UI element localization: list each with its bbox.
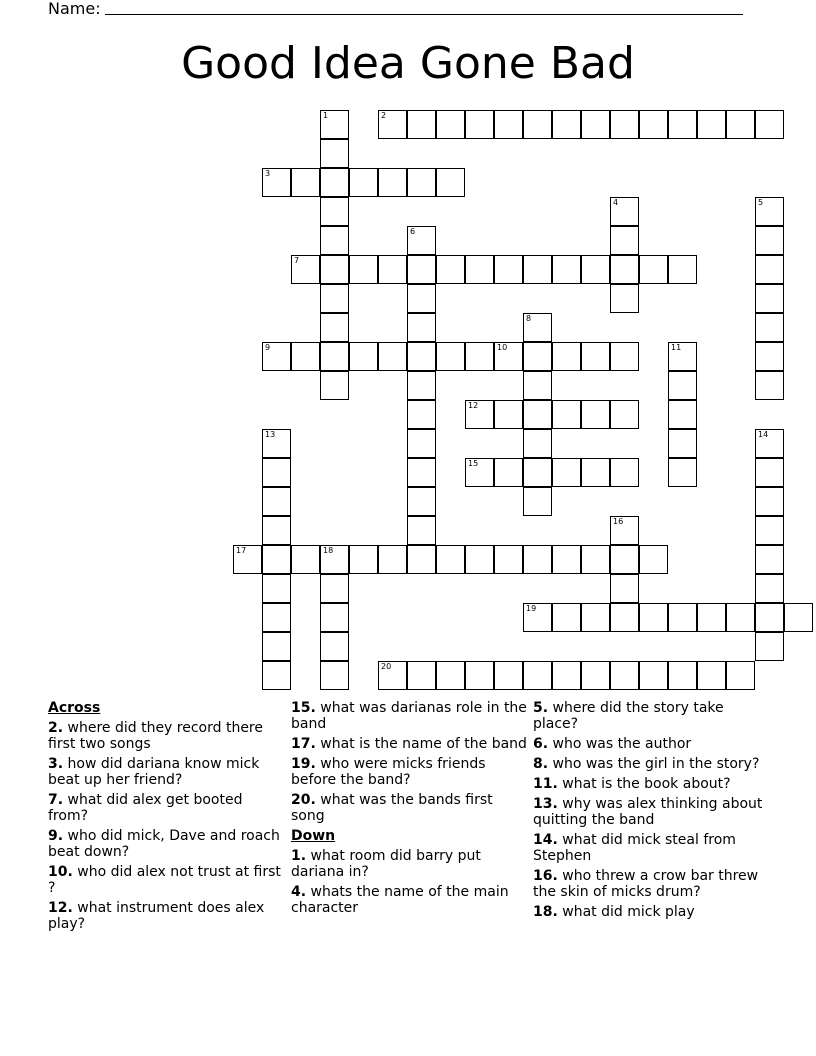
clue-number: 13 [265,430,276,439]
grid-cell[interactable] [755,603,784,632]
grid-cell[interactable] [639,110,668,139]
grid-cell[interactable] [320,255,349,284]
grid-cell[interactable] [523,313,552,342]
clue-item-number: 9. [48,828,64,844]
grid-cell[interactable] [407,458,436,487]
clue-item-text: where did the story take place? [533,700,724,732]
clue-item [48,720,284,752]
clue-item-text: who threw a crow bar threw the skin of micks drum? [533,868,759,900]
grid-cell[interactable] [465,110,494,139]
grid-cell[interactable] [349,545,378,574]
grid-cell[interactable] [465,458,494,487]
grid-cell[interactable] [320,632,349,661]
clue-item-number: 2. [48,720,64,736]
grid-cell[interactable] [668,110,697,139]
grid-cell[interactable] [262,487,291,516]
clues-column-2 [291,700,527,920]
grid-cell[interactable] [320,197,349,226]
across-clue-list [291,700,527,824]
grid-cell[interactable] [581,400,610,429]
grid-cell[interactable] [349,255,378,284]
clue-item-text: who were micks friends before the band? [291,756,486,788]
grid-cell[interactable] [726,603,755,632]
grid-cell[interactable] [233,545,262,574]
grid-cell[interactable] [407,110,436,139]
grid-cell[interactable] [581,255,610,284]
grid-cell[interactable] [291,342,320,371]
grid-cell[interactable] [523,429,552,458]
grid-cell[interactable] [523,661,552,690]
grid-cell[interactable] [465,342,494,371]
clue-item [533,832,769,864]
grid-cell[interactable] [262,545,291,574]
grid-cell[interactable] [523,342,552,371]
clue-item-text: who did mick, Dave and roach beat down? [48,828,280,860]
clue-item-text: who was the girl in the story? [552,756,760,772]
grid-cell[interactable] [610,603,639,632]
grid-cell[interactable] [610,342,639,371]
grid-cell[interactable] [262,342,291,371]
grid-cell[interactable] [262,574,291,603]
grid-cell[interactable] [407,313,436,342]
grid-cell[interactable] [407,487,436,516]
grid-cell[interactable] [581,603,610,632]
grid-cell[interactable] [262,661,291,690]
grid-cell[interactable] [349,168,378,197]
clue-item-number: 4. [291,884,307,900]
grid-cell[interactable] [668,661,697,690]
grid-cell[interactable] [552,110,581,139]
grid-cell[interactable] [320,139,349,168]
grid-cell[interactable] [755,487,784,516]
clue-number: 12 [468,401,479,410]
clue-number: 6 [410,227,416,236]
grid-cell[interactable] [494,255,523,284]
clue-number: 7 [294,256,300,265]
grid-cell[interactable] [407,429,436,458]
grid-cell[interactable] [581,110,610,139]
grid-cell[interactable] [755,110,784,139]
grid-cell[interactable] [755,226,784,255]
grid-cell[interactable] [668,371,697,400]
grid-cell[interactable] [523,371,552,400]
grid-cell[interactable] [610,110,639,139]
grid-cell[interactable] [378,110,407,139]
grid-cell[interactable] [726,110,755,139]
grid-cell[interactable] [552,458,581,487]
clue-item-number: 10. [48,864,73,880]
grid-cell[interactable] [668,458,697,487]
clue-number: 17 [236,546,247,555]
clue-number: 10 [497,343,508,352]
grid-cell[interactable] [552,603,581,632]
grid-cell[interactable] [407,255,436,284]
clue-number: 11 [671,343,682,352]
grid-cell[interactable] [407,168,436,197]
grid-cell[interactable] [494,545,523,574]
grid-cell[interactable] [262,168,291,197]
grid-cell[interactable] [523,487,552,516]
grid-cell[interactable] [755,516,784,545]
across-heading: Across [48,700,101,716]
grid-cell[interactable] [639,255,668,284]
clue-item [533,904,769,920]
clue-number: 14 [758,430,769,439]
grid-cell[interactable] [726,661,755,690]
grid-cell[interactable] [668,429,697,458]
clue-number: 1 [323,111,329,120]
grid-cell[interactable] [755,545,784,574]
clue-item-number: 8. [533,756,549,772]
grid-cell[interactable] [291,168,320,197]
grid-cell[interactable] [523,400,552,429]
grid-cell[interactable] [320,342,349,371]
grid-cell[interactable] [755,429,784,458]
grid-cell[interactable] [378,342,407,371]
clue-item-number: 6. [533,736,549,752]
clue-item-number: 11. [533,776,558,792]
grid-cell[interactable] [494,110,523,139]
clue-item [48,792,284,824]
down-heading: Down [291,828,336,844]
clue-item [291,700,527,732]
clue-number: 15 [468,459,479,468]
grid-cell[interactable] [320,603,349,632]
grid-cell[interactable] [436,168,465,197]
clue-number: 4 [613,198,619,207]
grid-cell[interactable] [610,255,639,284]
grid-cell[interactable] [610,516,639,545]
grid-cell[interactable] [407,400,436,429]
grid-cell[interactable] [407,342,436,371]
grid-cell[interactable] [552,255,581,284]
clue-item-number: 17. [291,736,316,752]
grid-cell[interactable] [552,545,581,574]
grid-cell[interactable] [291,545,320,574]
grid-cell[interactable] [320,545,349,574]
grid-cell[interactable] [494,400,523,429]
clue-item [48,756,284,788]
grid-cell[interactable] [552,342,581,371]
clue-item-text: why was alex thinking about quitting the band [533,796,763,828]
grid-cell[interactable] [523,458,552,487]
grid-cell[interactable] [320,661,349,690]
grid-cell[interactable] [523,255,552,284]
clues-column-3 [533,700,769,924]
grid-cell[interactable] [581,458,610,487]
clue-item-number: 18. [533,904,558,920]
grid-cell[interactable] [523,110,552,139]
page-title: Good Idea Gone Bad [181,38,635,89]
grid-cell[interactable] [755,255,784,284]
clue-item-text: what did alex get booted from? [48,792,243,824]
grid-cell[interactable] [262,458,291,487]
clue-item-text: how did dariana know mick beat up her friend? [48,756,260,788]
grid-cell[interactable] [291,255,320,284]
clue-item [533,796,769,828]
clue-item-number: 15. [291,700,316,716]
grid-cell[interactable] [436,255,465,284]
grid-cell[interactable] [552,400,581,429]
clue-item-text: who was the author [552,736,692,752]
clue-number: 20 [381,662,392,671]
grid-cell[interactable] [523,603,552,632]
clue-item-text: what did mick play [562,904,695,920]
grid-cell[interactable] [552,661,581,690]
grid-cell[interactable] [320,284,349,313]
grid-cell[interactable] [320,574,349,603]
grid-cell[interactable] [262,632,291,661]
grid-cell[interactable] [494,458,523,487]
clue-number: 19 [526,604,537,613]
grid-cell[interactable] [668,342,697,371]
grid-cell[interactable] [668,255,697,284]
grid-cell[interactable] [407,661,436,690]
grid-cell[interactable] [465,400,494,429]
grid-cell[interactable] [320,110,349,139]
grid-cell[interactable] [378,661,407,690]
grid-cell[interactable] [581,661,610,690]
clue-number: 2 [381,111,387,120]
clue-item-number: 19. [291,756,316,772]
grid-cell[interactable] [320,226,349,255]
grid-cell[interactable] [262,516,291,545]
grid-cell[interactable] [610,284,639,313]
clue-item-text: what was darianas role in the band [291,700,527,732]
clue-item-number: 5. [533,700,549,716]
grid-cell[interactable] [755,197,784,226]
name-label: Name: [48,0,101,18]
grid-cell[interactable] [668,400,697,429]
clue-item-number: 20. [291,792,316,808]
clue-item-text: what instrument does alex play? [48,900,265,932]
clue-item [48,864,284,896]
clue-item [533,776,769,792]
clue-item-text: whats the name of the main character [291,884,509,916]
clue-number: 16 [613,517,624,526]
clue-number: 8 [526,314,532,323]
down-clue-list [291,848,527,916]
clue-item-number: 3. [48,756,64,772]
grid-cell[interactable] [320,371,349,400]
clue-item-text: what room did barry put dariana in? [291,848,481,880]
grid-cell[interactable] [465,255,494,284]
clues-column-1 [48,700,284,936]
clue-item [291,884,527,916]
clue-number: 5 [758,198,764,207]
grid-cell[interactable] [697,603,726,632]
grid-cell[interactable] [378,255,407,284]
grid-cell[interactable] [378,545,407,574]
clue-item-number: 12. [48,900,73,916]
grid-cell[interactable] [378,168,407,197]
grid-cell[interactable] [523,545,552,574]
grid-cell[interactable] [639,661,668,690]
grid-cell[interactable] [436,545,465,574]
grid-cell[interactable] [610,545,639,574]
grid-cell[interactable] [581,545,610,574]
clue-item-text: what is the book about? [562,776,731,792]
grid-cell[interactable] [755,458,784,487]
clue-number: 18 [323,546,334,555]
grid-cell[interactable] [494,342,523,371]
clue-item [533,756,769,772]
clue-item [291,736,527,752]
grid-cell[interactable] [436,342,465,371]
clue-item-number: 7. [48,792,64,808]
grid-cell[interactable] [262,603,291,632]
clue-item [533,700,769,732]
grid-cell[interactable] [407,371,436,400]
grid-cell[interactable] [407,545,436,574]
grid-cell[interactable] [755,342,784,371]
grid-cell[interactable] [639,603,668,632]
clue-item-number: 16. [533,868,558,884]
clue-item [291,848,527,880]
grid-cell[interactable] [755,371,784,400]
grid-cell[interactable] [755,313,784,342]
across-clue-list [48,720,284,932]
clue-item [533,868,769,900]
clue-item [48,828,284,860]
clue-item-text: what is the name of the band [320,736,527,752]
grid-cell[interactable] [610,574,639,603]
grid-cell[interactable] [349,342,378,371]
clue-item-text: what was the bands first song [291,792,493,824]
clue-number: 3 [265,169,271,178]
grid-cell[interactable] [436,661,465,690]
grid-cell[interactable] [320,168,349,197]
grid-cell[interactable] [697,110,726,139]
grid-cell[interactable] [610,226,639,255]
grid-cell[interactable] [610,661,639,690]
grid-cell[interactable] [320,313,349,342]
grid-cell[interactable] [784,603,813,632]
clue-item [533,736,769,752]
grid-cell[interactable] [262,429,291,458]
clue-item-text: who did alex not trust at first ? [48,864,281,896]
clue-item [291,756,527,788]
clue-item-number: 13. [533,796,558,812]
grid-cell[interactable] [436,110,465,139]
clue-item-number: 14. [533,832,558,848]
grid-cell[interactable] [465,545,494,574]
grid-cell[interactable] [465,661,494,690]
grid-cell[interactable] [610,197,639,226]
grid-cell[interactable] [755,574,784,603]
clue-item-number: 1. [291,848,307,864]
grid-cell[interactable] [755,632,784,661]
grid-cell[interactable] [494,661,523,690]
clue-item [291,792,527,824]
grid-cell[interactable] [581,342,610,371]
grid-cell[interactable] [610,400,639,429]
grid-cell[interactable] [407,226,436,255]
grid-cell[interactable] [639,545,668,574]
clue-item-text: where did they record there first two songs [48,720,263,752]
grid-cell[interactable] [668,603,697,632]
grid-cell[interactable] [697,661,726,690]
clue-number: 9 [265,343,271,352]
grid-cell[interactable] [755,284,784,313]
grid-cell[interactable] [407,284,436,313]
clue-item [48,900,284,932]
grid-cell[interactable] [407,516,436,545]
clue-item-text: what did mick steal from Stephen [533,832,736,864]
down-clue-list [533,700,769,920]
grid-cell[interactable] [610,458,639,487]
